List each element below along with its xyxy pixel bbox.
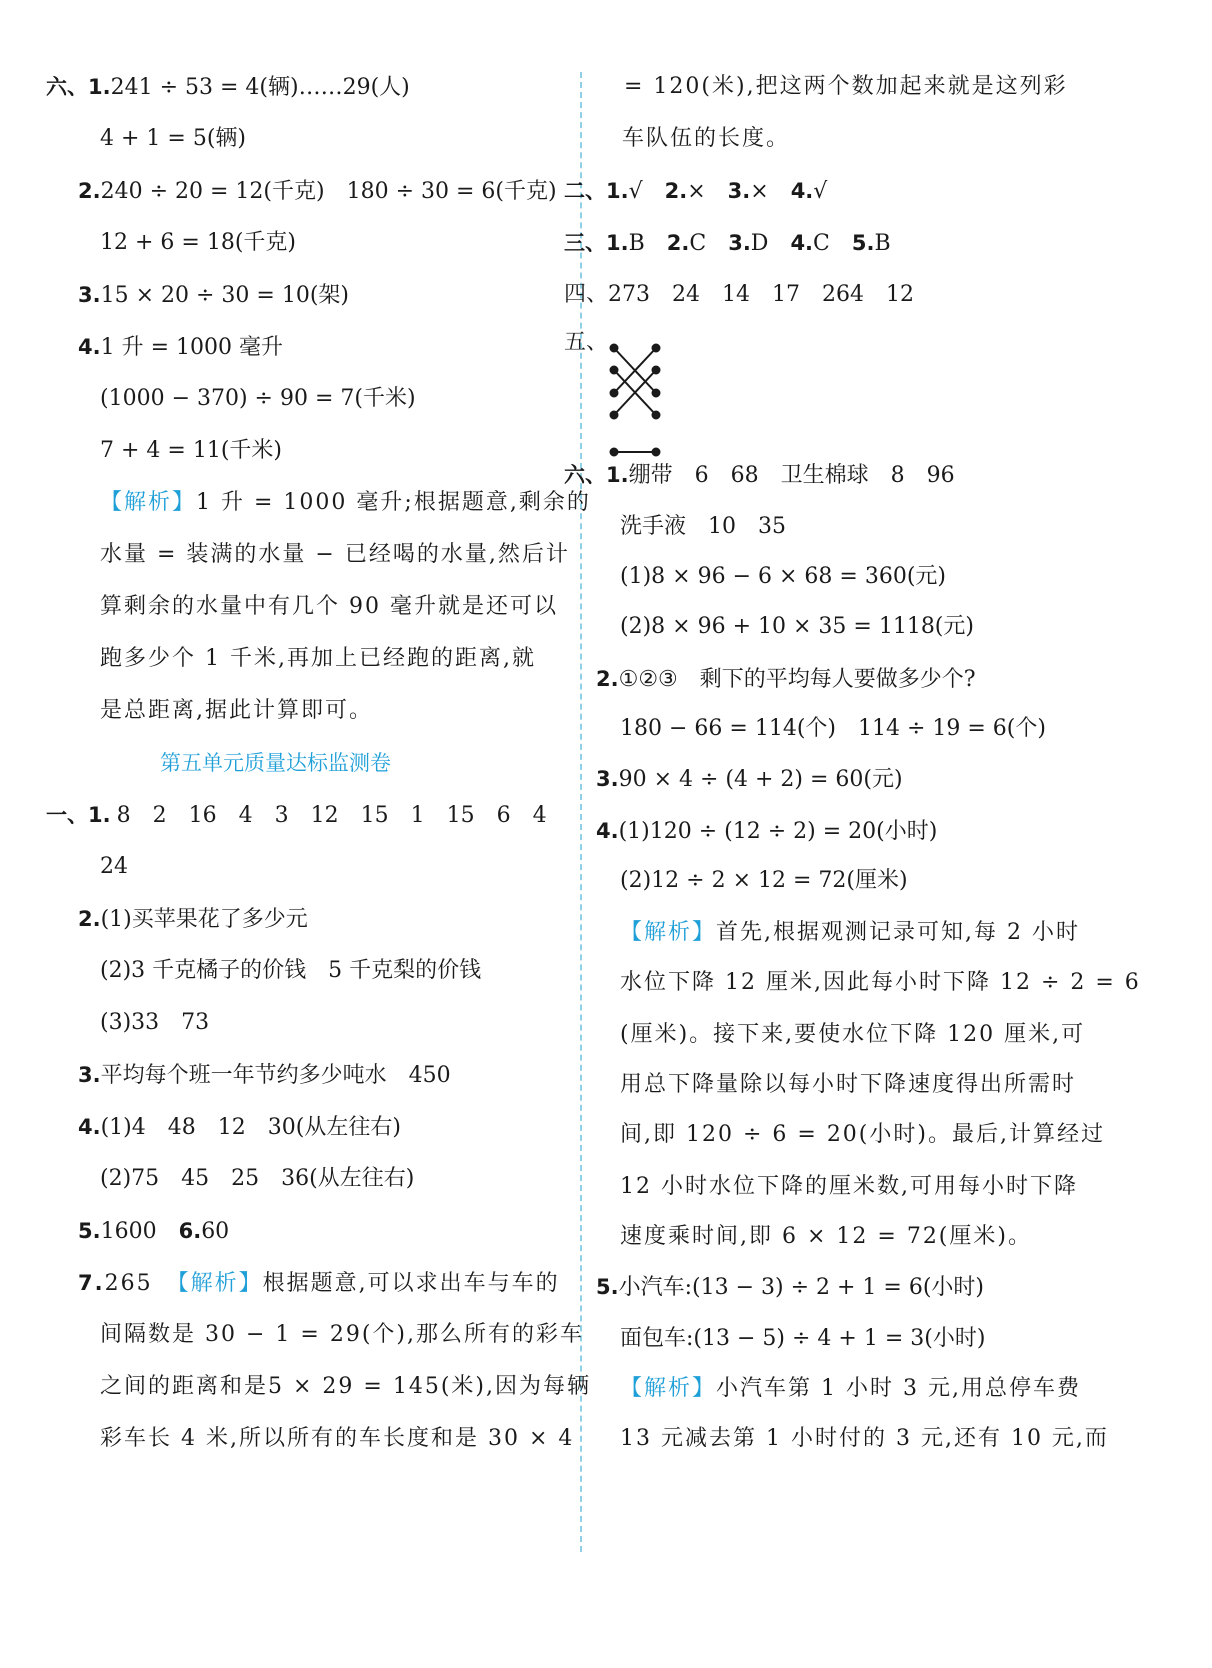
analysis-tag: 【解析】 [166,1271,263,1296]
answer-line: 面包车:(13 − 5) ÷ 4 + 1 = 3(小时) [620,1326,986,1351]
analysis-line: 车队伍的长度。 [622,126,791,151]
match-dot [653,449,660,456]
analysis-line: 之间的距离和是5 × 29 = 145(米),因为每辆 [100,1374,591,1399]
match-dot [611,412,618,419]
answer-line: 一、1. 8 2 16 4 3 12 15 1 15 6 4 [46,803,547,828]
answer-line: 五、 [564,330,609,355]
answer-line: (2)12 ÷ 2 × 12 = 72(厘米) [620,868,908,893]
answer-line: 2.240 ÷ 20 = 12(千克) 180 ÷ 30 = 6(千克) [78,179,557,204]
analysis-line: 间,即 120 ÷ 6 = 20(小时)。最后,计算经过 [620,1122,1105,1147]
analysis-tag: 【解析】 [620,1376,717,1401]
analysis-line: 用总下降量除以每小时下降速度得出所需时 [620,1072,1077,1097]
match-dot [653,367,660,374]
answer-line: (1000 − 370) ÷ 90 = 7(千米) [100,386,416,411]
analysis-tag: 【解析】 [100,490,197,515]
answer-line: 5.小汽车:(13 − 3) ÷ 2 + 1 = 6(小时) [596,1275,985,1300]
answer-line: (2)3 千克橘子的价钱 5 千克梨的价钱 [100,958,482,983]
match-dot [611,367,618,374]
analysis-line: = 120(米),把这两个数加起来就是这列彩 [624,74,1068,99]
match-dot [611,345,618,352]
match-dot [653,412,660,419]
analysis-line: 12 小时水位下降的厘米数,可用每小时下降 [620,1174,1078,1199]
answer-line: 洗手液 10 35 [620,514,787,539]
answer-line: 4.1 升 = 1000 毫升 [78,335,283,360]
answer-line: 24 [100,854,128,879]
analysis-line: 是总距离,据此计算即可。 [100,698,373,723]
analysis-line: (厘米)。接下来,要使水位下降 120 厘米,可 [620,1022,1086,1047]
match-dot [611,390,618,397]
analysis-tag: 【解析】 [620,920,717,945]
analysis-line: 速度乘时间,即 6 × 12 = 72(厘米)。 [620,1224,1032,1249]
analysis-line: 水量 = 装满的水量 − 已经喝的水量,然后计 [100,542,570,567]
answer-line: 3.平均每个班一年节约多少吨水 450 [78,1063,451,1088]
analysis-line: 【解析】小汽车第 1 小时 3 元,用总停车费 [620,1376,1081,1401]
answer-line: 7 + 4 = 11(千米) [100,438,282,463]
analysis-line: 13 元减去第 1 小时付的 3 元,还有 10 元,而 [620,1426,1109,1451]
answer-line: 180 − 66 = 114(个) 114 ÷ 19 = 6(个) [620,716,1046,741]
analysis-line: 跑多少个 1 千米,再加上已经跑的距离,就 [100,646,536,671]
analysis-line: 【解析】首先,根据观测记录可知,每 2 小时 [620,920,1080,945]
analysis-line: 算剩余的水量中有几个 90 毫升就是还可以 [100,594,558,619]
answer-line: (2)8 × 96 + 10 × 35 = 1118(元) [620,614,974,639]
matching-diagram [606,340,670,460]
answer-line: 三、1.B 2.C 3.D 4.C 5.B [564,231,891,256]
answer-line: 2.①②③ 剩下的平均每人要做多少个? [596,667,976,692]
match-dot [653,390,660,397]
analysis-line: 水位下降 12 厘米,因此每小时下降 12 ÷ 2 = 6 [620,970,1141,995]
answer-line: 二、1.√ 2.× 3.× 4.√ [564,179,828,204]
answer-line: 4 + 1 = 5(辆) [100,126,246,151]
answer-line: (2)75 45 25 36(从左往右) [100,1166,415,1191]
answer-line: 4.(1)4 48 12 30(从左往右) [78,1115,401,1140]
answer-line: (3)33 73 [100,1010,210,1035]
answer-line: 2.(1)买苹果花了多少元 [78,907,308,932]
answer-line: 六、1.241 ÷ 53 = 4(辆)……29(人) [46,75,410,100]
answer-line: 5.1600 6.60 [78,1219,230,1244]
answer-line: 3.15 × 20 ÷ 30 = 10(架) [78,283,349,308]
answer-line: 六、1.绷带 6 68 卫生棉球 8 96 [564,463,955,488]
analysis-line: 间隔数是 30 − 1 = 29(个),那么所有的彩车 [100,1322,584,1347]
answer-line: 四、273 24 14 17 264 12 [564,282,915,307]
answer-line: 3.90 × 4 ÷ (4 + 2) = 60(元) [596,767,903,792]
analysis-line: 彩车长 4 米,所以所有的车长度和是 30 × 4 [100,1426,575,1451]
answer-line: 4.(1)120 ÷ (12 ÷ 2) = 20(小时) [596,819,938,844]
answer-line: 12 + 6 = 18(千克) [100,230,296,255]
analysis-line: 【解析】1 升 = 1000 毫升;根据题意,剩余的 [100,490,591,515]
section-title: 第五单元质量达标监测卷 [160,751,391,775]
answer-line: 7.265 【解析】根据题意,可以求出车与车的 [78,1271,560,1296]
answer-line: (1)8 × 96 − 6 × 68 = 360(元) [620,564,946,589]
match-dot [611,449,618,456]
match-dot [653,345,660,352]
